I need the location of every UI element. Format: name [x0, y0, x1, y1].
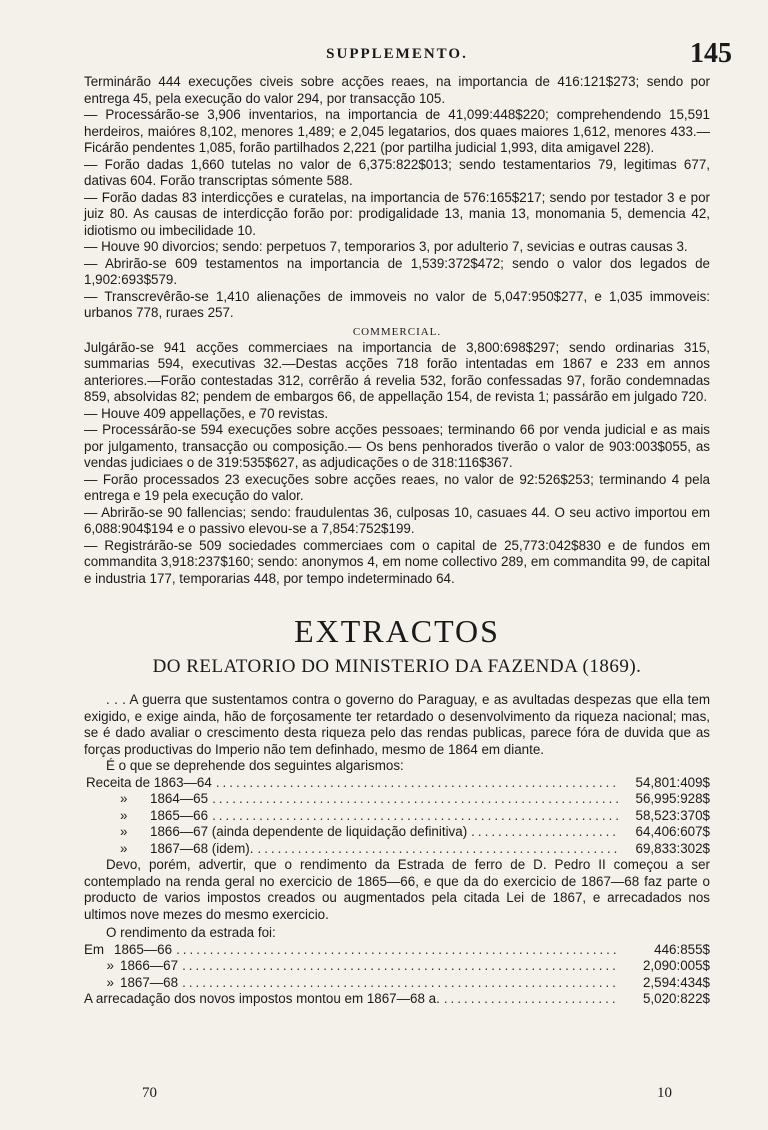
- ledger-value: 446:855$: [654, 941, 710, 957]
- civil-section: [84, 74, 710, 322]
- ledger-value: 5,020:822$: [642, 991, 710, 1006]
- ledger-value: 64,406:607$: [635, 824, 710, 839]
- extract-title: EXTRACTOS: [294, 613, 500, 649]
- ledger-value: 58,523:370$: [635, 807, 710, 823]
- paragraph: — Registrárão-se 509 sociedades commerciaes com o capital de 25,773:042$830 e de fundos em commandita 3,918:237$160; sendo: anonymos 4, em nome collectivo 289, em commandita 99, de capital e industria 177, temporarias 448, por tempo indeterminado 64.: [84, 537, 710, 586]
- ledger-row: [84, 841, 710, 858]
- extract-intro: . . . A guerra que sustentamos contra o governo do Paraguay, e as avultadas despezas que ella tem exigido, e exige ainda, hão de forçosamente ter retardado o desenvolvimento da riqueza nacional; mas, se é dado avaliar o crescimento desta riqueza pelo das rendas publicas, parece fóra de duvida que as forças productivas do Imperio não tem definhado, mesmo de 1864 em diante.: [84, 692, 710, 757]
- page-footer: [142, 1085, 672, 1102]
- leader-dots: [212, 791, 618, 808]
- ledger-row: [84, 775, 710, 792]
- ledger-value: 54,801:409$: [635, 774, 710, 790]
- railway-paragraph: Devo, porém, advertir, que o rendimento da Estrada de ferro de D. Pedro II começou a ser contemplado na renda geral no exercicio de 1865—66, e que da do exercicio de 1867—68 faz parte o producto de varios impostos creados ou augmentados pela citada Lei de 1867, e arrecadados nos ultimos nove mezes do mesmo exercicio.: [84, 857, 710, 922]
- ledger-row: [84, 808, 710, 825]
- ledger-row: [84, 958, 710, 975]
- ledger-row: [84, 942, 710, 959]
- paragraph: — Houve 90 divorcios; sendo: perpetuos 7, temporarios 3, por adulterio 7, sevicias e outras causas 3.: [84, 239, 688, 254]
- railway-intro: O rendimento da estrada foi:: [106, 925, 276, 940]
- ledger-label: 1864—65: [150, 791, 209, 806]
- ledger-label: Receita de 1863—64: [86, 774, 212, 790]
- ledger-label: A arrecadação dos novos impostos montou em 1867—68 a.: [84, 991, 440, 1006]
- page-number: 145: [690, 38, 732, 69]
- leader-dots: [471, 824, 618, 841]
- paragraph: — Forão dadas 1,660 tutelas no valor de 6,375:822$013; sendo testamentarios 79, legitimas 677, dativas 604. Forão transcriptas sómente 588.: [84, 156, 710, 188]
- paragraph: — Forão processados 23 execuções sobre acções reaes, no valor de 92:526$253; terminando 4 pela entrega e 19 pela execução do valor.: [84, 471, 710, 503]
- ledger-label: 1865—66: [114, 941, 173, 957]
- section-heading-commercial: COMMERCIAL.: [352, 325, 442, 338]
- ledger-row: [84, 824, 710, 841]
- leader-dots: [257, 841, 618, 858]
- ditto-mark: »: [106, 974, 114, 990]
- ledger-lead: Em: [84, 941, 105, 957]
- ledger-row: [84, 975, 710, 992]
- leader-dots: [182, 975, 618, 992]
- footer-signature-right: 10: [657, 1085, 672, 1101]
- leader-dots: [212, 808, 618, 825]
- ledger-row: [84, 791, 710, 808]
- ditto-mark: »: [120, 791, 128, 806]
- ledger-label: 1866—67 (ainda dependente de liquidação definitiva): [150, 824, 468, 839]
- running-head: [84, 38, 732, 74]
- paragraph: Terminárão 444 execuções civeis sobre acções reaes, na importancia de 416:121$273; sendo por entrega 45, pela execução do valor 294, por transacção 105.: [84, 74, 710, 106]
- ledger-label: 1866—67: [120, 958, 179, 973]
- leader-dots: [444, 991, 618, 1008]
- commercial-section: [84, 340, 710, 588]
- railway-table: [84, 942, 710, 1008]
- paragraph: — Houve 409 appellações, e 70 revistas.: [84, 405, 329, 421]
- leader-dots: [182, 958, 618, 975]
- revenue-table: [84, 775, 710, 858]
- paragraph: Julgárão-se 941 acções commerciaes na importancia de 3,800:698$297; sendo ordinarias 315, summarias 594, executivas 32.—Destas acções 718 forão intentadas em 1867 e 233 em annos anteriores.—Forão contestadas 312, corrêrão á revelia 532, forão confessadas 97, forão condemnadas 859, absolvidas 82; pendem de embargos 66, de appellação 154, de revista 1; passárão em julgado 720.: [84, 339, 710, 404]
- paragraph: — Transcrevêrão-se 1,410 alienações de immoveis no valor de 5,047:950$277, e 1,035 immoveis: urbanos 778, ruraes 257.: [84, 288, 710, 320]
- paragraph: — Forão dadas 83 interdicções e curatelas, na importancia de 576:165$217; sendo por testador 3 e por juiz 80. As causas de interdicção forão por: prodigalidade 13, mania 13, monomania 5, demencia 42, idiotismo ou imbecilidade 10.: [84, 189, 710, 238]
- ledger-value: 2,594:434$: [642, 974, 710, 990]
- ditto-mark: »: [106, 958, 114, 973]
- leader-dots: [216, 775, 618, 792]
- ledger-row: [84, 991, 710, 1008]
- extract-subtitle: DO RELATORIO DO MINISTERIO DA FAZENDA (1869).: [152, 656, 642, 677]
- ditto-mark: »: [120, 824, 128, 839]
- ledger-value: 56,995:928$: [635, 791, 710, 806]
- paragraph: — Processárão-se 594 execuções sobre acções pessoaes; terminando 66 por venda judicial e as mais por julgamento, transacção ou composição.— Os bens penhorados tiverão o valor de 903:003$055, as vendas judiciaes o de 319:535$627, as adjudicações o de 318:116$367.: [84, 422, 710, 470]
- paragraph: — Abrirão-se 90 fallencias; sendo: fraudulentas 36, culposas 10, casuaes 44. O seu activo importou em 6,088:904$194 e o passivo elevou-se a 7,854:752$199.: [84, 504, 710, 536]
- ledger-label: 1865—66: [150, 807, 209, 823]
- ledger-value: 69,833:302$: [635, 840, 710, 856]
- ledger-value: 2,090:005$: [642, 958, 710, 973]
- ledger-label: 1867—68 (idem).: [150, 840, 254, 856]
- running-title: SUPPLEMENTO.: [326, 46, 468, 62]
- leader-dots: [176, 942, 618, 959]
- page: [84, 38, 732, 1008]
- paragraph: — Processárão-se 3,906 inventarios, na importancia de 41,099:448$220; comprehendendo 15,591 herdeiros, maióres 8,102, menores 1,489; e 2,045 legatarios, dos quaes maiores 1,612, menores 433.— Ficárão pendentes 1,085, forão partilhados 2,221 (por partilha judicial 1,993, dita amigavel 228).: [84, 107, 710, 155]
- ditto-mark: »: [120, 840, 128, 856]
- ledger-label: 1867—68: [120, 974, 179, 990]
- ditto-mark: »: [120, 807, 128, 823]
- paragraph: — Abrirão-se 609 testamentos na importancia de 1,539:372$472; sendo o valor dos legados de 1,902:693$579.: [84, 255, 710, 287]
- revenue-intro: É o que se deprehende dos seguintes algarismos:: [106, 758, 404, 773]
- footer-signature-left: 70: [142, 1085, 157, 1101]
